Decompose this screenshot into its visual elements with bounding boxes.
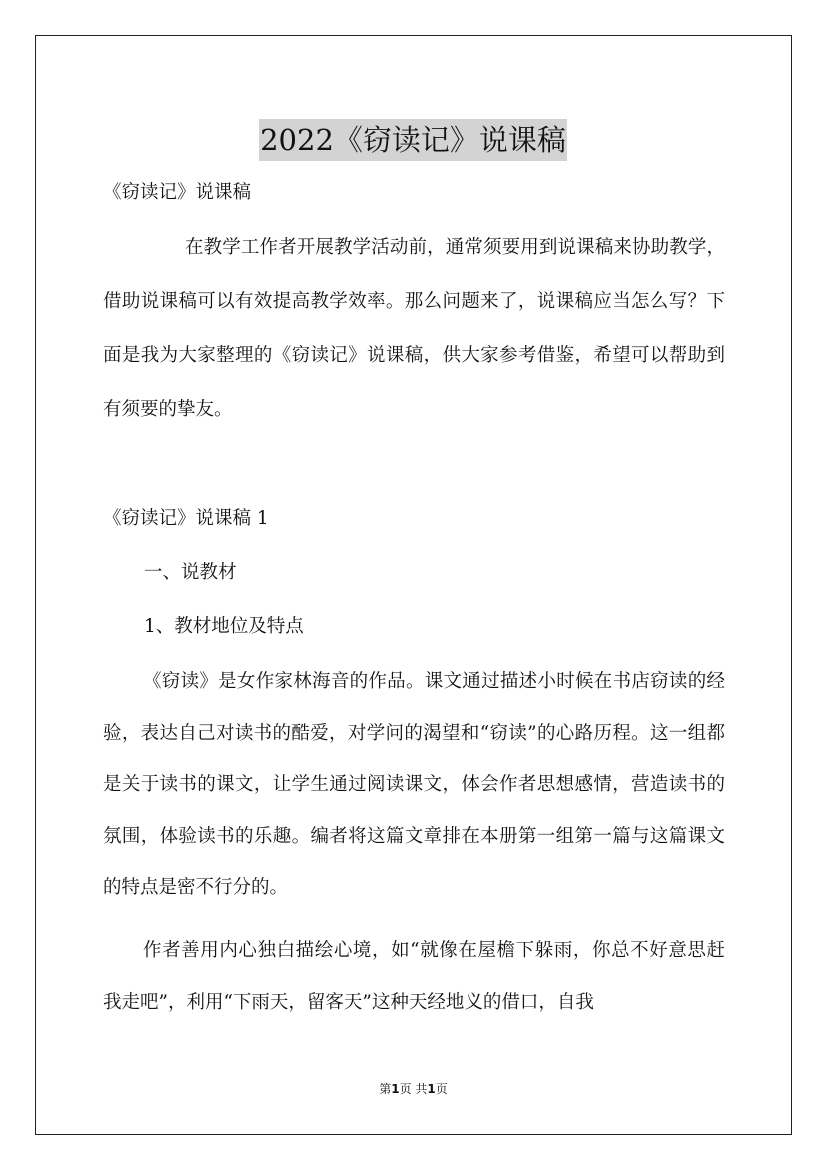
body-paragraph-2: 作者善用内心独白描绘心境，如“就像在屋檐下躲雨，你总不好意思赶我走吧”，利用“下雨天，留客天”这种天经地义的借口，自我 [103,940,725,1013]
intro-paragraph: 在教学工作者开展教学活动前，通常须要用到说课稿来协助教学，借助说课稿可以有效提高教学效率。那么问题来了，说课稿应当怎么写？下面是我为大家整理的《窃读记》说课稿，供大家参考借鉴，希望可以帮助到有须要的挚友。 [103,237,725,420]
footer-mid: 页 共 [399,1082,428,1096]
sub-heading: 1、教材地位及特点 [144,616,304,637]
footer-suffix: 页 [435,1082,448,1096]
body-paragraph-1: 《窃读》是女作家林海音的作品。课文通过描述小时候在书店窃读的经验，表达自己对读书的酷爱，对学问的渴望和“窃读”的心路历程。这一组都是关于读书的课文，让学生通过阅读课文，体会作者思想感情，营造读书的氛围，体验读书的乐趣。编者将这篇文章排在本册第一组第一篇与这篇课文的特点是密不行分的。 [103,671,725,898]
page-footer [0,1080,827,1097]
section-heading: 《窃读记》说课稿 1 [103,508,269,529]
part-heading: 一、说教材 [144,562,237,583]
document-subtitle: 《窃读记》说课稿 [103,182,252,203]
footer-total-pages: 1 [427,1082,436,1096]
footer-prefix: 第 [379,1082,392,1096]
document-title: 2022《窃读记》说课稿 [259,119,567,161]
footer-current-page: 1 [391,1082,400,1096]
